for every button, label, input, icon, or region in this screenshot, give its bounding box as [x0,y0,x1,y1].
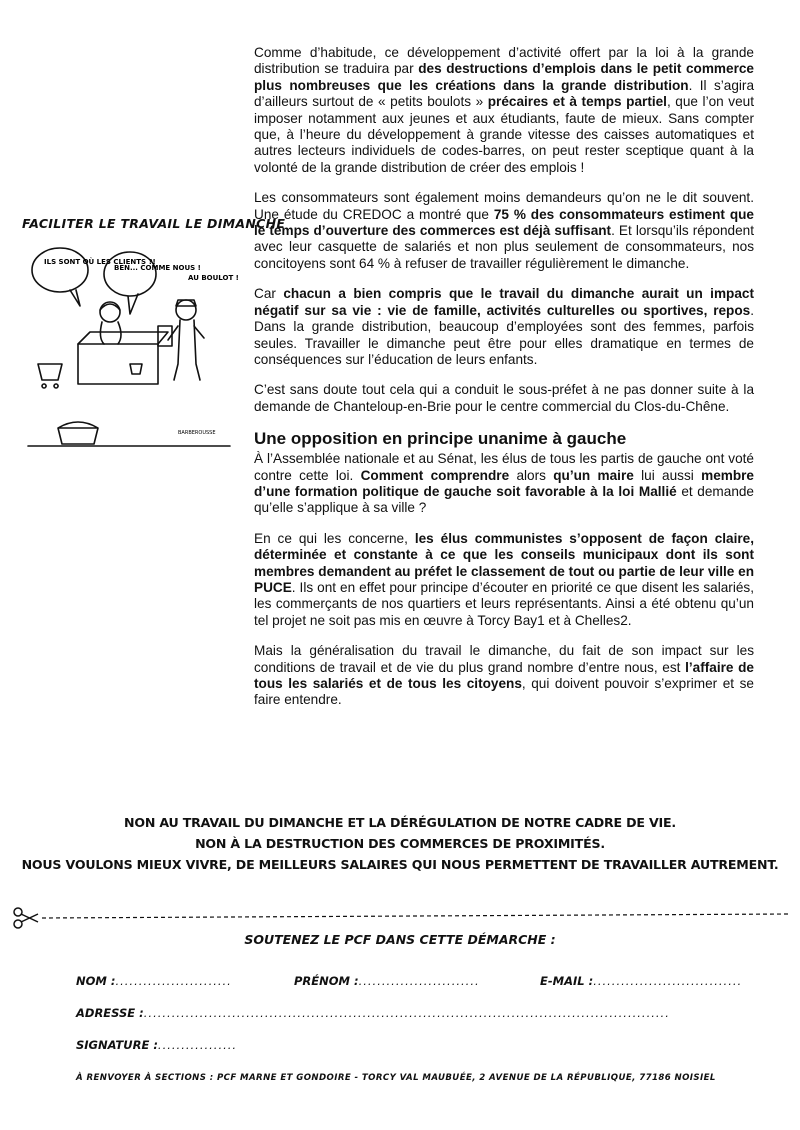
article-column [254,45,754,723]
adresse-label: ADRESSE : [76,1006,144,1020]
paragraph-1: Comme d’habitude, ce développement d’activité offert par la loi à la grande distribution se traduira par des destructions d’emplois dans le petit commerce plus nombreuses que les créations dans la grande distribution. Il s’agira d’ailleurs surtout de « petits boulots » précaires et à temps partiel, que l’on veut imposer notamment aux jeunes et aux étudiants, faute de mieux. Sans compter que, à l’heure du développement à grande vitesse des caisses automatiques et autres lecteurs individuels de codes-barres, on peut rester sceptique quant à la volonté de la grande distribution de créer des emplois ! [254,45,755,175]
section-heading: Une opposition en principe unanime à gauche [254,429,627,449]
paragraph-5: À l’Assemblée nationale et au Sénat, les élus de tous les partis de gauche ont voté contre cette loi. Comment comprendre alors qu’un maire lui aussi membre d’une formation politique de gauche soit favorable à la loi Mallié et demande qu’elle s’applique à sa ville ? [254,451,754,516]
bubble-text-1: ILS SONT OÙ LES CLIENTS ?! [44,258,156,266]
nom-label: NOM : [76,974,116,988]
prenom-field[interactable]: PRÉNOM :.......................... [294,974,480,988]
scissors-icon [14,908,38,928]
form-heading: SOUTENEZ LE PCF DANS CETTE DÉMARCHE : [244,932,556,947]
prenom-label: PRÉNOM : [294,974,359,988]
paragraph-6: En ce qui les concerne, les élus communistes s’opposent de façon claire, déterminée et constante à ce que les conseils municipaux dont ils sont membres demandent au préfet le classement de tout ou partie de leur ville en PUCE. Ils ont en effet pour principe d’écouter en priorité ce que disent les salariés, les commerçants de nos quartiers et leurs représentants. Ainsi a été obtenu qu’un tel projet ne soit pas mis en œuvre à Torcy Bay1 et à Chelles2. [254,530,754,628]
cartoon-signature: BARBEROUSSE [178,430,216,436]
slogan-3: NOUS VOULONS MIEUX VIVRE, DE MEILLEURS SALAIRES QUI NOUS PERMETTENT DE TRAVAILLER AUTREMENT. [21,857,779,872]
nom-field[interactable]: NOM :......................... [76,974,232,988]
bubble-text-3: AU BOULOT ! [188,274,239,282]
cut-line [12,906,792,930]
paragraph-4: C’est sans doute tout cela qui a conduit le sous-préfet à ne pas donner suite à la demande de Chanteloup-en-Brie pour le centre commercial du Clos-du-Chêne. [254,382,754,414]
signature-label: SIGNATURE : [76,1038,158,1052]
cartoon-illustration [18,214,240,448]
email-field[interactable]: E-MAIL :................................ [540,974,743,988]
cartoon-title: FACILITER LE TRAVAIL LE DIMANCHE [22,216,286,231]
email-label: E-MAIL : [540,974,594,988]
signature-field[interactable]: SIGNATURE :................. [76,1038,238,1052]
adresse-field[interactable]: ADRESSE :................................................................................................................. [76,1006,670,1020]
bubble-text-2: BEN... COMME NOUS ! [114,264,201,272]
paragraph-7: Mais la généralisation du travail le dimanche, du fait de son impact sur les conditions de travail et de vie du plus grand nombre d’entre nous, est l’affaire de tous les salariés et de tous les citoyens, qui doivent pouvoir s’exprimer et se faire entendre. [254,643,754,708]
slogan-1: NON AU TRAVAIL DU DIMANCHE ET LA DÉRÉGULATION DE NOTRE CADRE DE VIE. [124,815,676,830]
paragraph-2: Les consommateurs sont également moins demandeurs qu’on ne le dit souvent. Une étude du CREDOC a montré que 75 % des consommateurs estiment que le temps d’ouverture des commerces est déjà suffisant. Et lorsqu’ils répondent avec leur casquette de salariés et non plus seulement de consommateurs, nos concitoyens sont 64 % à refuser de travailler régulièrement le dimanche. [254,190,755,271]
paragraph-3: Car chacun a bien compris que le travail du dimanche aurait un impact négatif sur sa vie : vie de famille, activités culturelles ou sportives, repos. Dans la grande distribution, beaucoup d’employées sont des femmes, parfois seules. Travailler le dimanche peut être pour elles dramatique en termes de conséquences sur l’éducation de leurs enfants. [254,286,754,367]
return-address: À RENVOYER À SECTIONS : PCF MARNE ET GONDOIRE - TORCY VAL MAUBUÉE, 2 AVENUE DE LA RÉPUBLIQUE, 77186 NOISIEL [76,1073,716,1083]
slogan-2: NON À LA DESTRUCTION DES COMMERCES DE PROXIMITÉS. [195,836,605,851]
slogans [0,812,800,875]
